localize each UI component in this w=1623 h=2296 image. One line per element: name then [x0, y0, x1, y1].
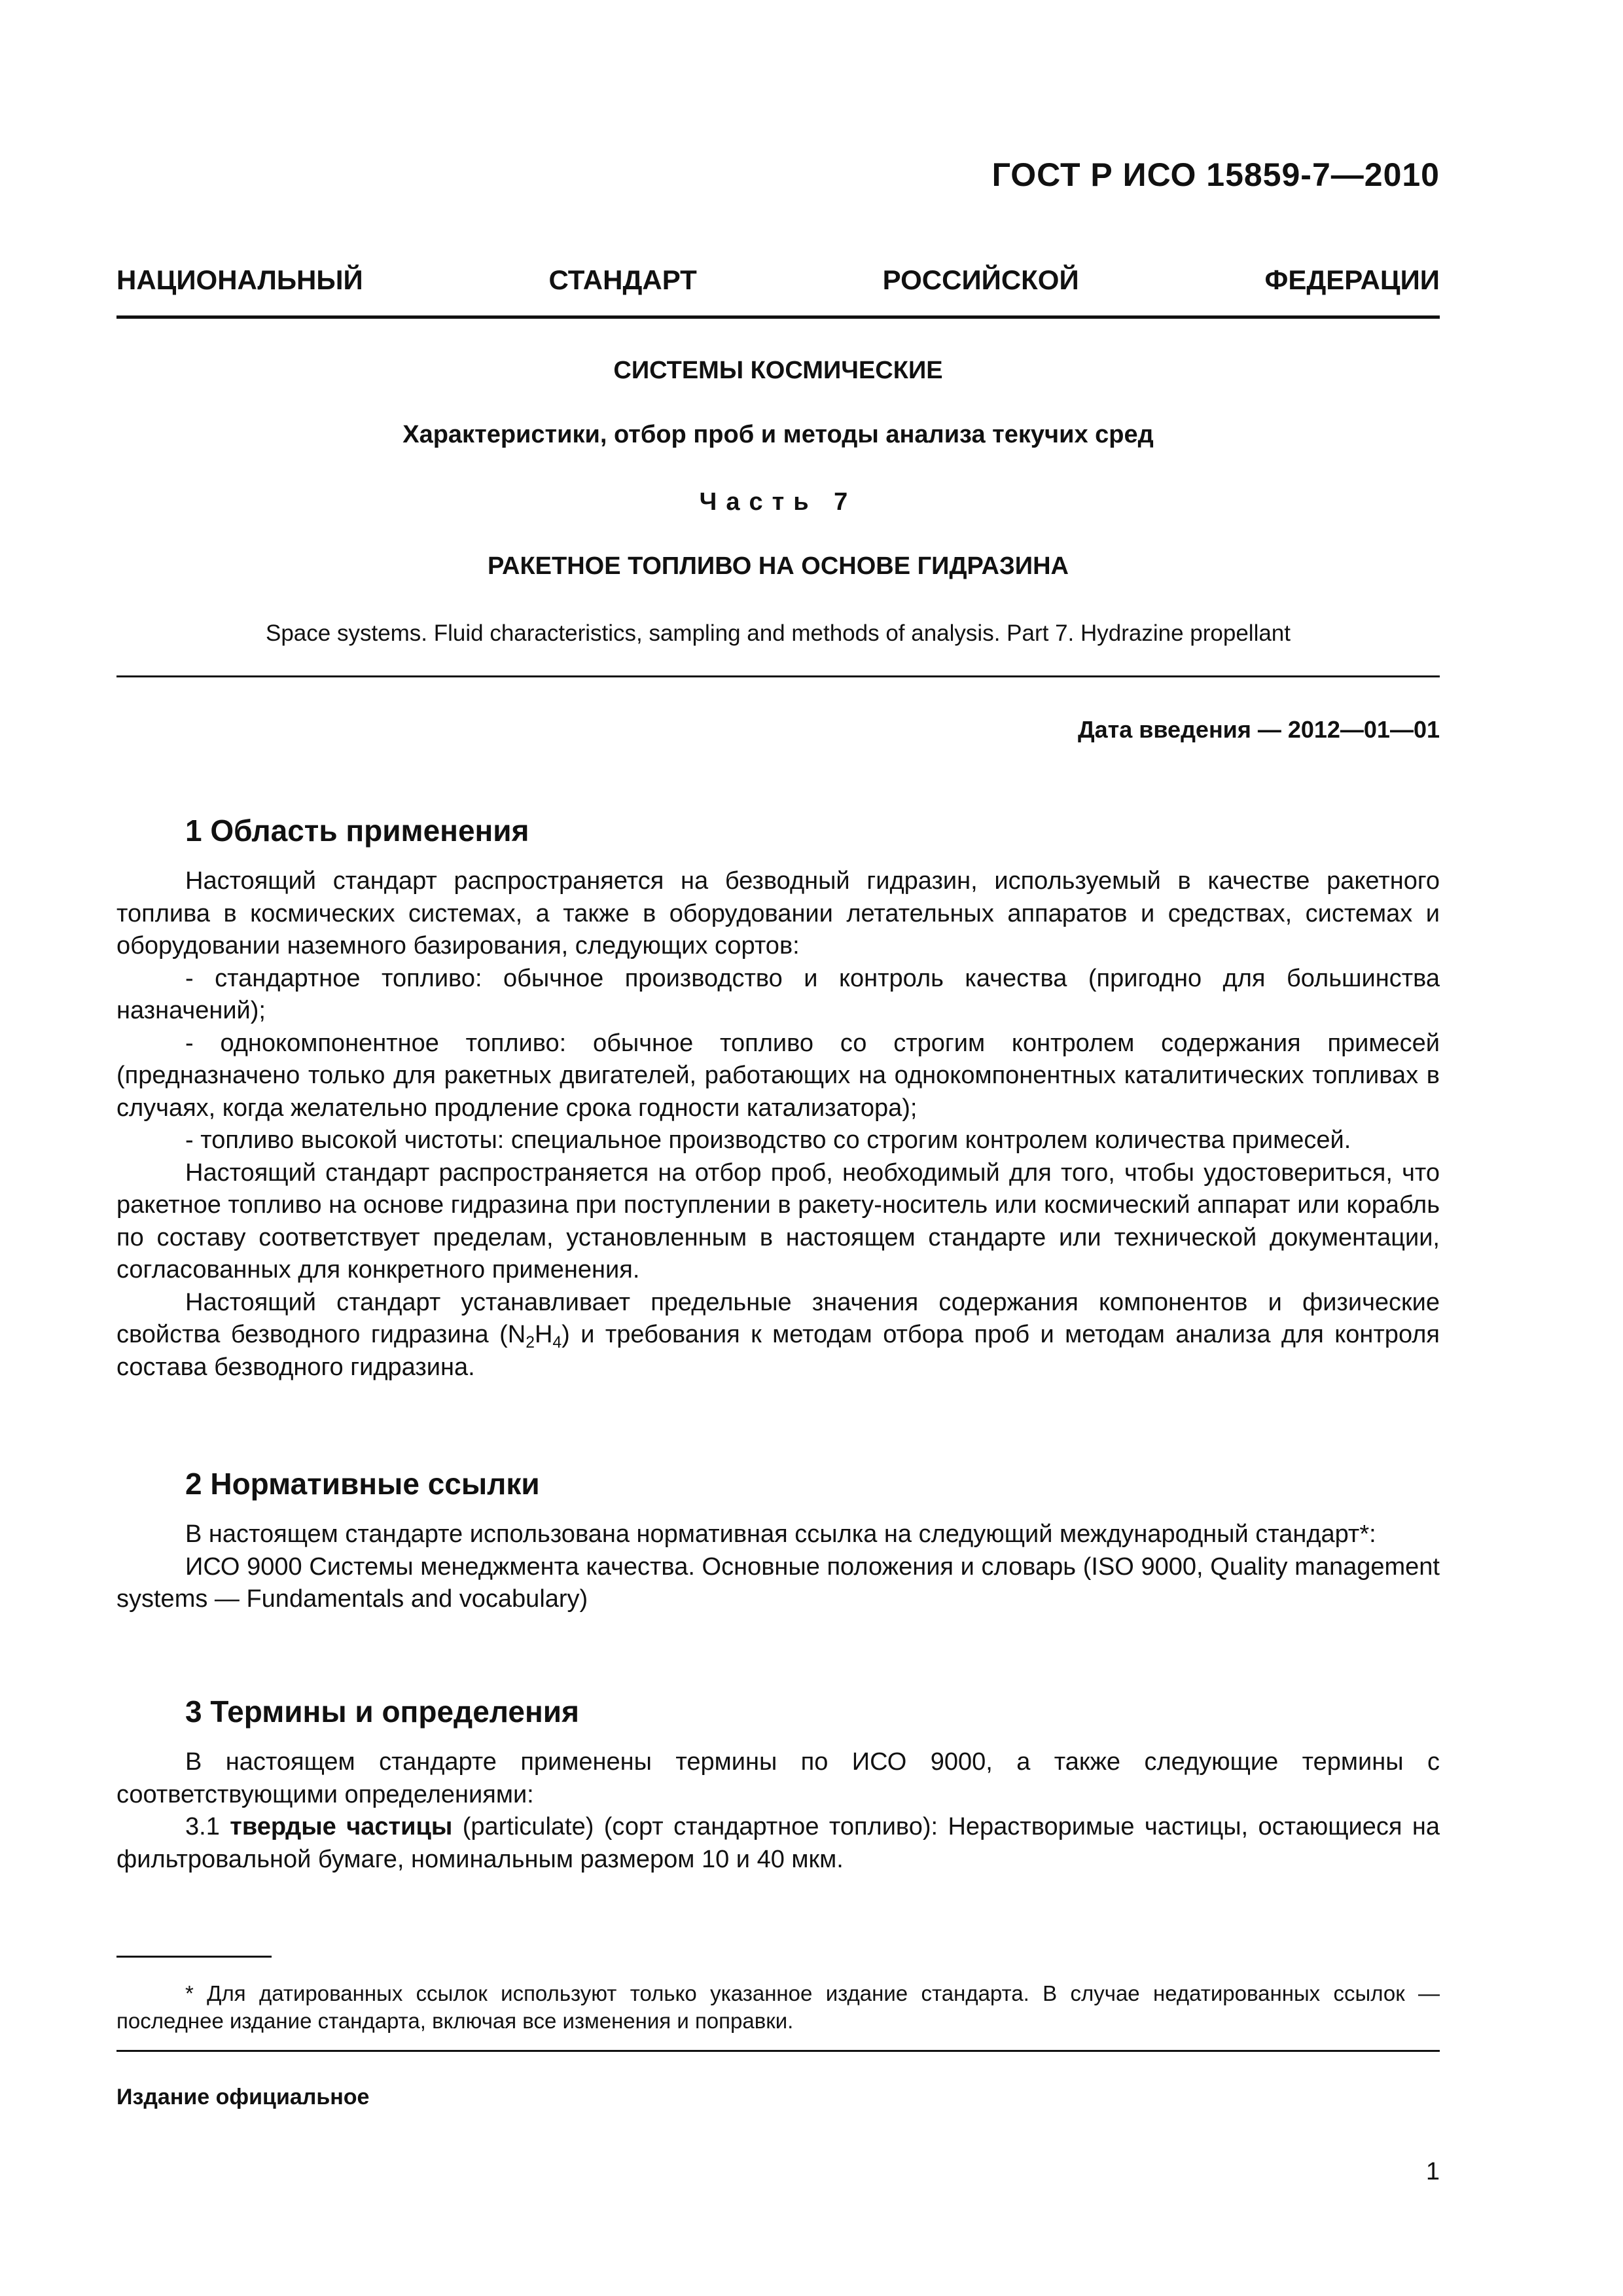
- title-line-3: РАКЕТНОЕ ТОПЛИВО НА ОСНОВЕ ГИДРАЗИНА: [488, 552, 1069, 580]
- document-number: ГОСТ Р ИСО 15859-7—2010: [991, 156, 1440, 193]
- section-2-body: [116, 1518, 1440, 1616]
- paragraph: - топливо высокой чистоты: специальное производство со строгим контролем количества примесей.: [185, 1126, 1351, 1154]
- footer-divider: [116, 2050, 1440, 2052]
- title-divider: [116, 675, 1440, 677]
- paragraph: В настоящем стандарте использована нормативная ссылка на следующий международный стандарт*:: [185, 1520, 1376, 1548]
- banner-word: НАЦИОНАЛЬНЫЙ: [116, 264, 363, 295]
- paragraph: Настоящий стандарт распространяется на безводный гидразин, используемый в качестве ракетного топлива в космических системах, а также в оборудовании летательных аппаратов и средствах, системах и оборудовании наземного базирования, следующих сортов:: [116, 867, 1440, 960]
- title-line-1: СИСТЕМЫ КОСМИЧЕСКИЕ: [613, 357, 943, 384]
- footnote: [116, 1980, 1440, 2035]
- date-of-introduction: Дата введения — 2012—01—01: [1077, 716, 1440, 743]
- formula-n: N: [507, 1321, 526, 1348]
- footnote-divider: [116, 1956, 272, 1958]
- paragraph: [116, 1287, 1440, 1384]
- banner-word: ФЕДЕРАЦИИ: [1264, 264, 1440, 295]
- term-name: твердые частицы: [230, 1813, 453, 1840]
- term-definition: [116, 1811, 1440, 1876]
- paragraph: Настоящий стандарт распространяется на отбор проб, необходимый для того, чтобы удостовериться, что ракетное топливо на основе гидразина при поступлении в ракету-носитель или космический аппарат или корабль по составу соответствует пределам, установленным в настоящем стандарте или технической документации, согласованных для конкретного применения.: [116, 1158, 1440, 1283]
- national-standard-banner: [116, 264, 1440, 296]
- title-line-2: Характеристики, отбор проб и методы анализа текучих сред: [402, 421, 1154, 448]
- term-text: (particulate) (сорт стандартное топливо): Нерастворимые частицы, остающиеся на фильтровальной бумаге, номинальным размером 10 и 40 мкм.: [116, 1813, 1440, 1873]
- part-label: Часть 7: [699, 488, 857, 516]
- section-1-heading: 1 Область применения: [185, 814, 529, 848]
- formula-subscript: 2: [526, 1334, 535, 1352]
- english-title: Space systems. Fluid characteristics, sampling and methods of analysis. Part 7. Hydrazine propellant: [266, 620, 1291, 646]
- term-number: 3.1: [185, 1813, 220, 1840]
- footnote-text: * Для датированных ссылок используют только указанное издание стандарта. В случае недатированных ссылок — последнее издание стандарта, включая все изменения и поправки.: [116, 1981, 1440, 2033]
- section-3-heading: 3 Термины и определения: [185, 1695, 579, 1729]
- formula-h: H: [534, 1321, 553, 1348]
- paragraph: - стандартное топливо: обычное производство и контроль качества (пригодно для большинства назначений);: [116, 964, 1440, 1024]
- formula-subscript: 4: [552, 1334, 562, 1352]
- header-divider: [116, 315, 1440, 319]
- page-number: 1: [1425, 2158, 1440, 2185]
- paragraph-text: ) и требования к методам отбора проб и методам анализа для контроля состава безводного гидразина.: [116, 1321, 1440, 1381]
- banner-word: РОССИЙСКОЙ: [882, 264, 1079, 295]
- edition-label: Издание официальное: [116, 2085, 370, 2109]
- banner-word: СТАНДАРТ: [548, 264, 697, 295]
- paragraph-text: Настоящий стандарт устанавливает предельные значения содержания компонентов и физические свойства безводного гидразина (: [116, 1288, 1440, 1348]
- paragraph: В настоящем стандарте применены термины по ИСО 9000, а также следующие термины с соответствующими определениями:: [116, 1748, 1440, 1808]
- section-2-heading: 2 Нормативные ссылки: [185, 1467, 540, 1501]
- paragraph: ИСО 9000 Системы менеджмента качества. Основные положения и словарь (ISO 9000, Quality management systems — Fundamentals and vocabulary): [116, 1552, 1440, 1613]
- paragraph: - однокомпонентное топливо: обычное топливо со строгим контролем содержания примесей (предназначено только для ракетных двигателей, работающих на однокомпонентных каталитических топливах в случаях, когда желательно продление срока годности катализатора);: [116, 1029, 1440, 1122]
- section-3-body: [116, 1746, 1440, 1876]
- section-1-body: [116, 865, 1440, 1384]
